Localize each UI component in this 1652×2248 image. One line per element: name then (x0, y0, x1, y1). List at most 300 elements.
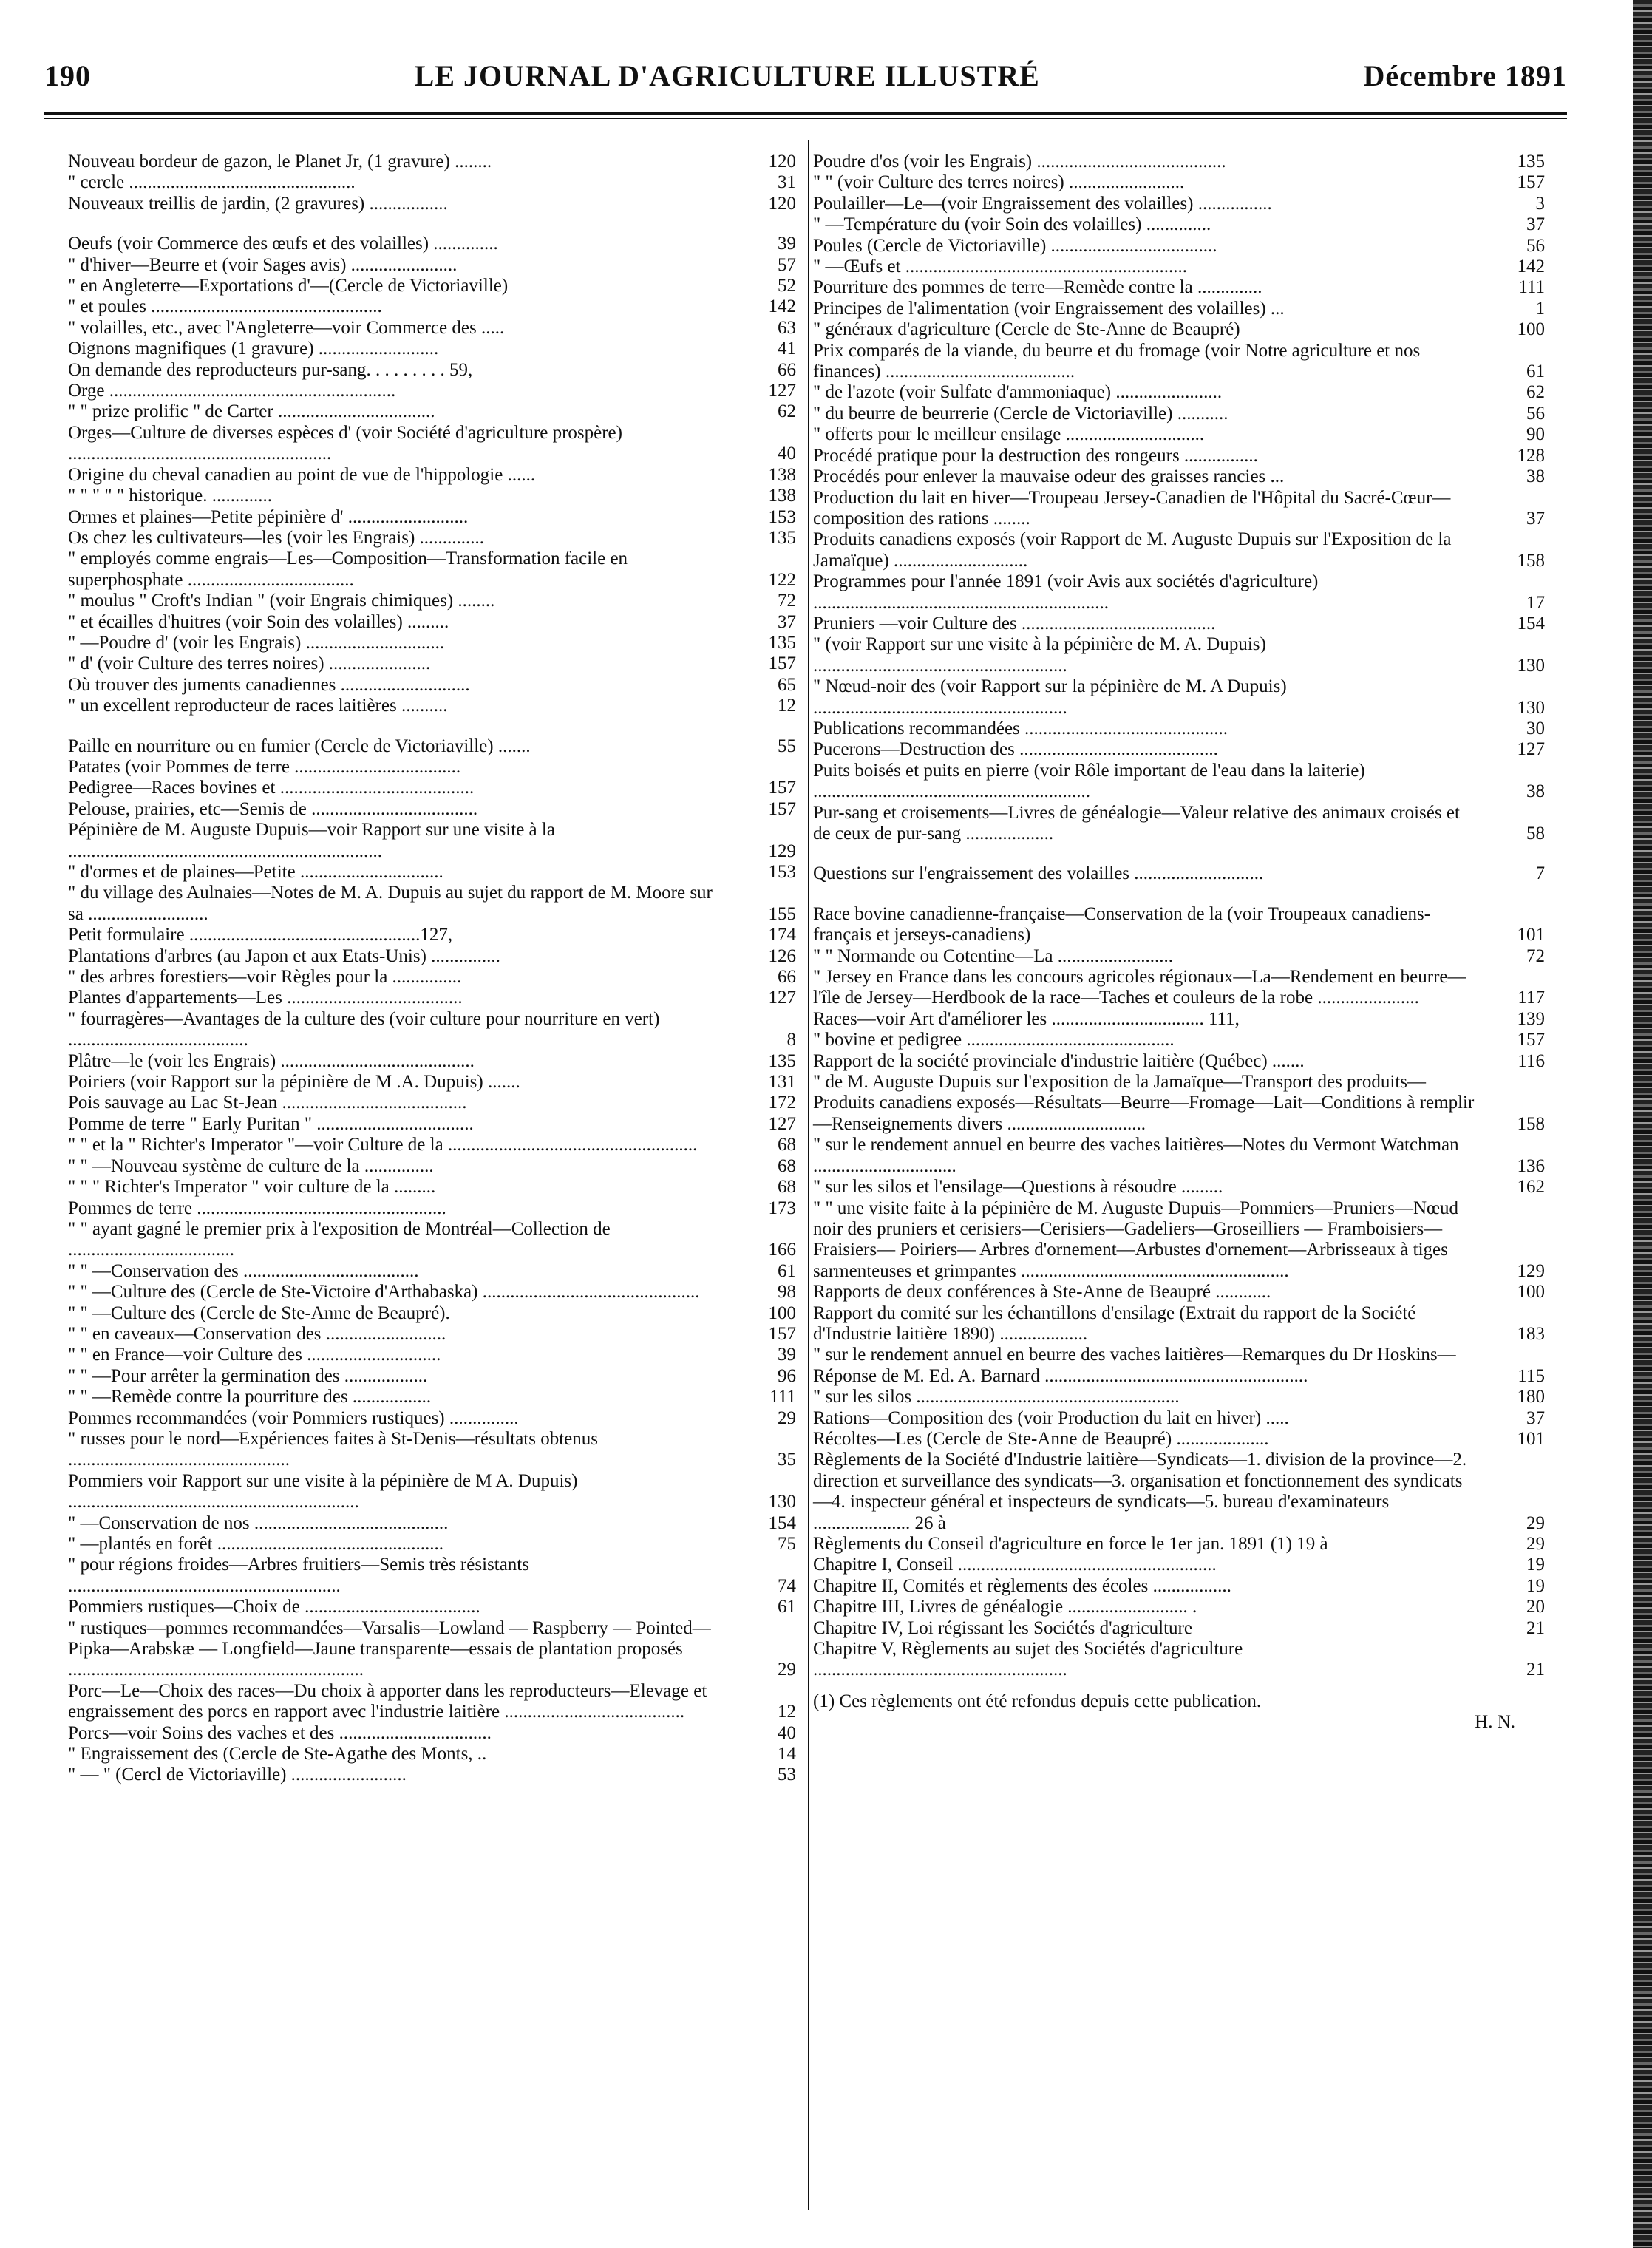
issue-date: Décembre 1891 (1363, 58, 1567, 92)
index-entry-text: Pruniers —voir Culture des .......................................... (813, 613, 1216, 634)
index-entry (68, 486, 796, 506)
index-entry (68, 1345, 796, 1365)
index-entry (68, 1072, 796, 1093)
column-divider (808, 140, 809, 2210)
index-entry-text: Rapport du comité sur les échantillons d'ensilage (Extrait du rapport de la Société d'Industrie laitière 1890) ................... (813, 1303, 1416, 1344)
index-entry (68, 152, 796, 172)
index-entry-page: 127 (768, 988, 796, 1008)
index-entry-text: Pommes de terre ...................................................... (68, 1198, 446, 1218)
index-entry-text: " " une visite faite à la pépinière de M. Auguste Dupuis—Pommiers—Pruniers—Nœud noir des pruniers et cerisiers—Cerisiers—Gadeliers—Groseilliers — Framboisiers—Fraisiers— Poiriers— Arbres d'ornement—Arbustes d'ornement—Arbrisseaux à tiges sarmenteuses et grimpantes .......................................................... (813, 1198, 1459, 1281)
index-entry (813, 1345, 1545, 1387)
index-entry-page: 100 (1517, 319, 1545, 340)
index-entry-page: 157 (768, 778, 796, 798)
index-entry-page: 127 (768, 1113, 796, 1134)
index-entry (68, 339, 796, 359)
index-entry (68, 696, 796, 716)
index-entry-page: 68 (778, 1177, 796, 1198)
index-entry-page: 29 (1526, 1534, 1545, 1554)
index-entry-text: Oeufs (voir Commerce des œufs et des volailles) .............. (68, 234, 498, 254)
index-entry-page: 138 (768, 486, 796, 506)
index-entry-page: 129 (1517, 1260, 1545, 1281)
index-entry-page: 12 (778, 696, 796, 716)
index-entry-page: 142 (768, 296, 796, 317)
index-entry-text: Prix comparés de la viande, du beurre et du fromage (voir Notre agriculture et nos finances) ......................................... (813, 340, 1421, 382)
index-entry-page: 40 (778, 444, 796, 464)
index-entry-text: Pomme de terre " Early Puritan " .................................. (68, 1113, 474, 1134)
index-entry-text: " pour régions froides—Arbres fruitiers—Semis très résistants ........................................................... (68, 1555, 529, 1596)
index-entry (813, 1555, 1545, 1575)
index-entry-text: Procédé pratique pour la destruction des rongeurs ................ (813, 445, 1258, 466)
index-entry-text: " " —Remède contre la pourriture des ................. (68, 1387, 432, 1407)
index-entry-text: Chapitre V, Règlements au sujet des Sociétés d'agriculture ....................................................... (813, 1639, 1243, 1680)
index-entry (68, 423, 796, 465)
index-entry-text: " " —Culture des (Cercle de Ste-Victoire d'Arthabaska) ............................................... (68, 1282, 700, 1303)
index-entry (813, 1429, 1545, 1450)
index-entry-page: 39 (778, 234, 796, 254)
index-entry-text: Orge .............................................................. (68, 381, 396, 401)
index-entry-text: Chapitre III, Livres de généalogie .......................... . (813, 1597, 1197, 1617)
index-entry (68, 1534, 796, 1555)
index-entry (68, 276, 796, 296)
index-entry-page: 155 (768, 903, 796, 924)
index-entry-page: 126 (768, 945, 796, 966)
index-entry (68, 988, 796, 1008)
footnote-text: (1) Ces règlements ont été refondus depuis cette publication. (813, 1691, 1262, 1711)
index-entry-page: 127 (768, 381, 796, 401)
index-entry (813, 967, 1545, 1009)
index-entry-text: Origine du cheval canadien au point de vue de l'hippologie ...... (68, 464, 536, 485)
index-entry-text: " sur le rendement annuel en beurre des vaches laitières—Remarques du Dr Hoskins—Réponse de M. Ed. A. Barnard ......................................................... (813, 1345, 1456, 1386)
index-entry (68, 234, 796, 254)
index-entry (68, 1765, 796, 1785)
index-entry-text: Pelouse, prairies, etc—Semis de .................................... (68, 798, 478, 819)
index-entry-page: 40 (778, 1722, 796, 1743)
index-entry-text: Pépinière de M. Auguste Dupuis—voir Rapport sur une visite à la .................................................................... (68, 820, 555, 861)
index-entry-page: 8 (786, 1030, 796, 1050)
index-entry (68, 675, 796, 696)
index-entry (68, 736, 796, 757)
index-entry-page: 157 (768, 798, 796, 819)
index-entry (813, 299, 1545, 319)
index-entry (68, 1597, 796, 1617)
index-entry (68, 1471, 796, 1513)
index-entry-text: " un excellent reproducteur de races laitières .......... (68, 696, 448, 716)
index-entry (813, 152, 1545, 172)
index-entry-text: " Engraissement des (Cercle de Ste-Agathe des Monts, .. (68, 1744, 487, 1765)
index-entry (68, 1177, 796, 1198)
index-entry-text: Produits canadiens exposés (voir Rapport de M. Auguste Dupuis sur l'Exposition de la Jamaïque) ............................. (813, 529, 1452, 571)
index-entry (813, 1639, 1545, 1681)
index-entry (68, 381, 796, 401)
index-entry-text: Où trouver des juments canadiennes ............................ (68, 674, 470, 695)
index-entry-page: 29 (1526, 1512, 1545, 1533)
index-entry-page: 130 (768, 1492, 796, 1512)
index-entry-text: Récoltes—Les (Cercle de Ste-Anne de Beaupré) .................... (813, 1428, 1269, 1449)
index-entry (68, 1387, 796, 1407)
index-entry (813, 1303, 1545, 1345)
index-entry (813, 1009, 1545, 1030)
index-entry (68, 172, 796, 193)
index-entry-page: 72 (778, 591, 796, 611)
index-entry-text: " russes pour le nord—Expériences faites à St-Denis—résultats obtenus ................................................ (68, 1428, 598, 1470)
index-entry-text: Os chez les cultivateurs—les (voir les Engrais) .............. (68, 527, 485, 548)
index-entry-page: 130 (1517, 697, 1545, 718)
section-gap (68, 214, 796, 234)
index-entry-text: Race bovine canadienne-française—Conservation de la (voir Troupeaux canadiens-français et jerseys-canadiens) (813, 903, 1431, 945)
index-entry-page: 122 (768, 569, 796, 590)
index-entry-page: 38 (1526, 781, 1545, 802)
index-entry (68, 1135, 796, 1155)
index-entry (68, 194, 796, 214)
index-entry (68, 757, 796, 778)
index-entry-text: " rustiques—pommes recommandées—Varsalis—Lowland — Raspberry — Pointed—Pipka—Arabskæ — Longfield—Jaune transparente—essais de plantation proposés ................................................................ (68, 1617, 711, 1680)
index-entry-page: 31 (778, 172, 796, 193)
index-entry (813, 1534, 1545, 1555)
index-entry-page: 174 (768, 925, 796, 945)
index-entry-page: 53 (778, 1765, 796, 1785)
section-gap (68, 717, 796, 736)
index-entry-text: Pedigree—Races bovines et .......................................... (68, 778, 475, 798)
index-entry-page: 157 (768, 653, 796, 674)
index-entry-page: 162 (1517, 1177, 1545, 1198)
index-entry-page: 62 (1526, 382, 1545, 403)
index-entry-text: " " —Nouveau système de culture de la ............... (68, 1155, 434, 1176)
index-entry-page: 101 (1517, 1428, 1545, 1449)
index-entry-text: " " et la " Richter's Imperator "—voir Culture de la ...................................................... (68, 1135, 698, 1155)
index-entry (813, 803, 1545, 845)
index-entry (68, 1513, 796, 1534)
index-entry-text: Production du lait en hiver—Troupeau Jersey-Canadien de l'Hôpital du Sacré-Cœur—composition des rations ........ (813, 487, 1451, 529)
index-entry-page: 63 (778, 317, 796, 338)
index-entry (813, 1198, 1545, 1283)
index-entry (813, 194, 1545, 214)
index-entry-text: Chapitre IV, Loi régissant les Sociétés d'agriculture (813, 1617, 1192, 1638)
index-entry-text: " sur les silos ......................................................... (813, 1387, 1180, 1407)
header-rule (44, 112, 1567, 115)
index-entry-page: 136 (1517, 1155, 1545, 1176)
index-entry (68, 925, 796, 945)
index-entry-text: Règlements du Conseil d'agriculture en force le 1er jan. 1891 (1) 19 à (813, 1534, 1328, 1554)
index-entry-page: 135 (768, 527, 796, 548)
index-entry-text: " volailles, etc., avec l'Angleterre—voir Commerce des ..... (68, 317, 505, 338)
index-entry-page: 39 (778, 1345, 796, 1365)
index-entry-page: 19 (1526, 1555, 1545, 1575)
index-entry-page: 166 (768, 1240, 796, 1260)
index-entry (813, 1282, 1545, 1303)
index-entry-page: 62 (778, 401, 796, 422)
page-header (44, 53, 1567, 98)
page-number: 190 (44, 58, 91, 92)
index-entry-page: 74 (778, 1575, 796, 1596)
index-entry-text: Plâtre—le (voir les Engrais) .......................................... (68, 1050, 475, 1071)
index-entry-page: 57 (778, 254, 796, 275)
index-entry (68, 1303, 796, 1324)
section-gap (813, 885, 1545, 904)
index-entry (68, 1114, 796, 1135)
index-entry (68, 528, 796, 549)
index-entry-text: " " Normande ou Cotentine—La ......................... (813, 945, 1173, 966)
index-entry-text: " —Œufs et ............................................................. (813, 257, 1188, 277)
index-entry-text: " " " Richter's Imperator " voir culture de la ......... (68, 1177, 436, 1198)
index-entry-text: Pommes recommandées (voir Pommiers rustiques) ............... (68, 1407, 519, 1428)
index-entry (813, 1618, 1545, 1639)
index-entry (68, 318, 796, 339)
index-entry (68, 967, 796, 988)
index-entry-page: 128 (1517, 445, 1545, 466)
index-entry (813, 1135, 1545, 1177)
index-entry-text: " " ayant gagné le premier prix à l'exposition de Montréal—Collection de .................................... (68, 1218, 611, 1260)
index-entry-page: 58 (1526, 824, 1545, 843)
index-entry (813, 761, 1545, 803)
index-entry (68, 799, 796, 820)
index-entry-text: " et poules .................................................. (68, 296, 382, 317)
index-entry-page: 37 (1526, 508, 1545, 529)
index-entry-page: 153 (768, 862, 796, 882)
index-entry (68, 1282, 796, 1303)
index-entry (813, 529, 1545, 571)
index-entry (68, 1744, 796, 1765)
index-entry-text: " de M. Auguste Dupuis sur l'exposition de la Jamaïque—Transport des produits—Produits canadiens exposés—Résultats—Beurre—Fromage—Lait—Conditions à remplir—Renseignements divers .............................. (813, 1072, 1475, 1134)
index-entry (813, 424, 1545, 445)
index-entry-page: 100 (768, 1303, 796, 1323)
index-entry-text: " —Poudre d' (voir les Engrais) .............................. (68, 632, 445, 653)
index-entry-text: " " en France—voir Culture des ............................. (68, 1345, 441, 1365)
index-entry-text: " (voir Rapport sur une visite à la pépinière de M. A. Dupuis) ....................................................... (813, 634, 1266, 676)
index-entry-page: 21 (1526, 1660, 1545, 1680)
index-entry-page: 66 (778, 967, 796, 988)
index-entry-text: " généraux d'agriculture (Cercle de Ste-Anne de Beaupré) (813, 319, 1240, 340)
index-entry-text: Ormes et plaines—Petite pépinière d' .......................... (68, 506, 469, 527)
index-entry (813, 634, 1545, 676)
index-entry (813, 319, 1545, 340)
index-entry (68, 1009, 796, 1051)
index-entry (68, 549, 796, 591)
index-entry (813, 1597, 1545, 1617)
index-entry-text: " — " (Cercl de Victoriaville) ......................... (68, 1765, 407, 1785)
index-entry-text: " du beurre de beurrerie (Cercle de Victoriaville) ........... (813, 403, 1228, 424)
index-entry (813, 446, 1545, 466)
index-entry-page: 127 (1517, 739, 1545, 760)
index-entry-text: Poiriers (voir Rapport sur la pépinière de M .A. Dupuis) ....... (68, 1072, 520, 1093)
index-entry-text: " " —Culture des (Cercle de Ste-Anne de Beaupré). (68, 1303, 450, 1323)
index-entry-page: 180 (1517, 1387, 1545, 1407)
index-entry-page: 7 (1535, 863, 1545, 884)
index-entry-page: 157 (1517, 172, 1545, 193)
index-entry-text: Chapitre I, Conseil ........................................................ (813, 1555, 1217, 1575)
index-entry (813, 1576, 1545, 1597)
index-entry (813, 1387, 1545, 1407)
index-entry (813, 676, 1545, 719)
index-entry-text: Principes de l'alimentation (voir Engraissement des volailles) ... (813, 298, 1285, 319)
index-entry-page: 157 (768, 1323, 796, 1344)
index-entry (68, 591, 796, 611)
index-entry-page: 135 (768, 632, 796, 653)
index-entry-page: 55 (778, 736, 796, 756)
index-entry-text: " " " " " historique. ............. (68, 486, 273, 506)
index-entry (813, 1408, 1545, 1429)
index-entry (813, 1072, 1545, 1135)
index-entry-text: Poules (Cercle de Victoriaville) .................................... (813, 235, 1217, 256)
index-entry (813, 1030, 1545, 1050)
index-entry (68, 946, 796, 967)
index-entry-page: 153 (768, 506, 796, 527)
index-entry-page: 29 (778, 1407, 796, 1428)
index-entry-page: 111 (1518, 277, 1545, 298)
index-entry (68, 1198, 796, 1219)
index-entry-text: Porc—Le—Choix des races—Du choix à apporter dans les reproducteurs—Elevage et engraissement des porcs en rapport avec l'industrie laitière ....................................... (68, 1680, 707, 1722)
index-entry (68, 778, 796, 798)
index-entry (68, 1219, 796, 1261)
index-entry-page: 68 (778, 1155, 796, 1176)
index-entry (813, 1450, 1545, 1534)
index-entry-text: Paille en nourriture ou en fumier (Cercle de Victoriaville) ....... (68, 736, 531, 756)
index-entry-page: 30 (1526, 718, 1545, 738)
index-entry-text: " en Angleterre—Exportations d'—(Cercle de Victoriaville) (68, 276, 509, 296)
index-entry (813, 863, 1545, 884)
index-entry-text: Rations—Composition des (voir Production du lait en hiver) ..... (813, 1407, 1289, 1428)
index-entry-text: " d'hiver—Beurre et (voir Sages avis) ....................... (68, 254, 458, 275)
index-entry-page: 52 (778, 276, 796, 296)
index-entry (68, 1366, 796, 1387)
index-entry-text: Plantations d'arbres (au Japon et aux Etats-Unis) ............... (68, 945, 500, 966)
index-entry (68, 1324, 796, 1345)
index-entry-text: " et écailles d'huitres (voir Soin des volailles) ......... (68, 611, 449, 632)
index-entry (813, 277, 1545, 298)
index-entry-page: 66 (778, 359, 796, 380)
index-entry-text: Questions sur l'engraissement des volailles ............................ (813, 863, 1264, 884)
index-entry-page: 3 (1535, 193, 1545, 214)
index-entry-text: Rapports de deux conférences à Ste-Anne de Beaupré ............ (813, 1282, 1271, 1303)
index-entry-page: 120 (768, 193, 796, 214)
index-entry-page: 154 (1517, 613, 1545, 634)
index-entry-page: 115 (1517, 1365, 1545, 1386)
index-entry-page: 12 (778, 1702, 796, 1722)
index-entry (68, 1051, 796, 1072)
index-entry (813, 904, 1545, 946)
index-entry-text: Rapport de la société provinciale d'industrie laitière (Québec) ....... (813, 1050, 1305, 1071)
index-entry-page: 158 (1517, 1113, 1545, 1134)
index-entry-page: 65 (778, 674, 796, 695)
index-entry-text: Pourriture des pommes de terre—Remède contre la .............. (813, 277, 1262, 298)
index-entry-page: 14 (778, 1744, 796, 1765)
index-entry-text: " —Conservation de nos .......................................... (68, 1512, 449, 1533)
index-entry-page: 19 (1526, 1575, 1545, 1596)
index-entry-text: Pommiers voir Rapport sur une visite à la pépinière de M A. Dupuis) ............................................................... (68, 1470, 578, 1512)
index-column-left (68, 152, 796, 1786)
index-entry-page: 29 (778, 1660, 796, 1680)
index-entry-page: 135 (1517, 152, 1545, 172)
index-entry-page: 17 (1526, 592, 1545, 613)
index-column-right (813, 152, 1545, 1733)
index-entry (813, 1051, 1545, 1072)
index-entry (813, 257, 1545, 277)
index-entry-text: Pur-sang et croisements—Livres de généalogie—Valeur relative des animaux croisés et de ceux de pur-sang ................... (813, 802, 1460, 843)
footnote-signature: H. N. (1475, 1712, 1515, 1733)
index-entry-text: " Nœud-noir des (voir Rapport sur la pépinière de M. A Dupuis) ....................................................... (813, 676, 1287, 718)
index-entry-page: 35 (778, 1450, 796, 1470)
footnote (813, 1691, 1545, 1733)
index-entry-text: " d'ormes et de plaines—Petite ............................... (68, 862, 443, 882)
index-entry (813, 719, 1545, 739)
index-entry-text: " —Température du (voir Soin des volailles) .............. (813, 214, 1211, 235)
index-entry-page: 129 (768, 841, 796, 861)
index-entry (68, 1681, 796, 1723)
index-entry-text: " " prize prolific " de Carter .................................. (68, 401, 435, 422)
index-entry (813, 236, 1545, 257)
index-entry (68, 465, 796, 486)
index-entry-text: " bovine et pedigree ............................................. (813, 1030, 1175, 1050)
index-entry-text: " " (voir Culture des terres noires) ......................... (813, 172, 1185, 193)
index-entry-page: 154 (768, 1512, 796, 1533)
index-entry-page: 157 (1517, 1030, 1545, 1050)
index-entry-text: Publications recommandées ............................................ (813, 718, 1228, 738)
index-entry-text: Règlements de la Société d'Industrie laitière—Syndicats—1. division de la province—2. direction et surveillance des syndicats—3. organisation et fonctionnement des syndicats—4. inspecteur général et inspecteurs de syndicats—5. bureau d'examinateurs ..................... 26 à (813, 1450, 1467, 1533)
header-rule-thin (44, 118, 1567, 119)
index-entry (68, 633, 796, 653)
index-entry-text: Porcs—voir Soins des vaches et des ................................. (68, 1722, 492, 1743)
index-entry-page: 111 (769, 1387, 796, 1407)
index-entry-text: Nouveaux treillis de jardin, (2 gravures) ................. (68, 193, 448, 214)
index-entry-text: Chapitre II, Comités et règlements des écoles ................. (813, 1575, 1231, 1596)
index-entry (813, 571, 1545, 614)
index-entry-page: 158 (1517, 550, 1545, 571)
index-entry (68, 820, 796, 862)
index-entry (68, 296, 796, 317)
index-entry-text: Petit formulaire ..................................................127, (68, 925, 453, 945)
index-entry-page: 100 (1517, 1282, 1545, 1303)
index-entry-text: Oignons magnifiques (1 gravure) .......................... (68, 339, 439, 359)
scan-edge (1633, 0, 1652, 2248)
index-entry (68, 360, 796, 381)
index-entry-page: 172 (768, 1093, 796, 1113)
index-entry-text: Patates (voir Pommes de terre .................................... (68, 756, 461, 777)
index-entry-page: 131 (768, 1072, 796, 1093)
index-entry (68, 1723, 796, 1744)
index-entry-text: " de l'azote (voir Sulfate d'ammoniaque) ....................... (813, 382, 1223, 403)
index-entry-page: 117 (1517, 988, 1545, 1008)
index-entry (813, 382, 1545, 403)
index-entry-text: " d' (voir Culture des terres noires) ...................... (68, 653, 431, 674)
index-entry-text: Puits boisés et puits en pierre (voir Rôle important de l'eau dans la laiterie) ............................................................ (813, 760, 1365, 802)
index-entry-text: Orges—Culture de diverses espèces d' (voir Société d'agriculture prospère) ......................................................... (68, 422, 622, 464)
index-entry-page: 56 (1526, 403, 1545, 424)
index-entry-text: " " —Pour arrêter la germination des .................. (68, 1365, 428, 1386)
section-gap (813, 844, 1545, 863)
index-entry-text: " du village des Aulnaies—Notes de M. A. Dupuis au sujet du rapport de M. Moore sur sa .......................... (68, 883, 713, 924)
index-entry (68, 1093, 796, 1113)
index-entry (813, 172, 1545, 193)
index-entry-page: 173 (768, 1198, 796, 1218)
index-entry-page: 20 (1526, 1597, 1545, 1617)
index-entry-text: Pucerons—Destruction des ........................................... (813, 739, 1218, 760)
index-entry-text: " sur les silos et l'ensilage—Questions à résoudre ......... (813, 1177, 1223, 1198)
index-entry-text: " " —Conservation des ...................................... (68, 1260, 419, 1281)
index-entry (68, 255, 796, 276)
index-entry (68, 1408, 796, 1429)
index-entry-text: " employés comme engrais—Les—Composition—Transformation facile en superphosphate .................................... (68, 549, 628, 590)
index-entry-page: 37 (1526, 1407, 1545, 1428)
index-entry-text: Pois sauvage au Lac St-Jean ........................................ (68, 1093, 467, 1113)
index-entry-page: 98 (778, 1282, 796, 1303)
index-entry-text: " moulus " Croft's Indian " (voir Engrais chimiques) ........ (68, 591, 495, 611)
index-entry-page: 56 (1526, 235, 1545, 256)
index-entry-page: 21 (1526, 1617, 1545, 1638)
index-entry-text: Pommiers rustiques—Choix de ...................................... (68, 1597, 480, 1617)
index-entry-text: Poulailler—Le—(voir Engraissement des volailles) ................ (813, 193, 1272, 214)
index-entry-text: " —plantés en forêt ................................................. (68, 1534, 444, 1554)
index-entry-text: Plantes d'appartements—Les ...................................... (68, 988, 463, 1008)
index-entry (68, 612, 796, 633)
